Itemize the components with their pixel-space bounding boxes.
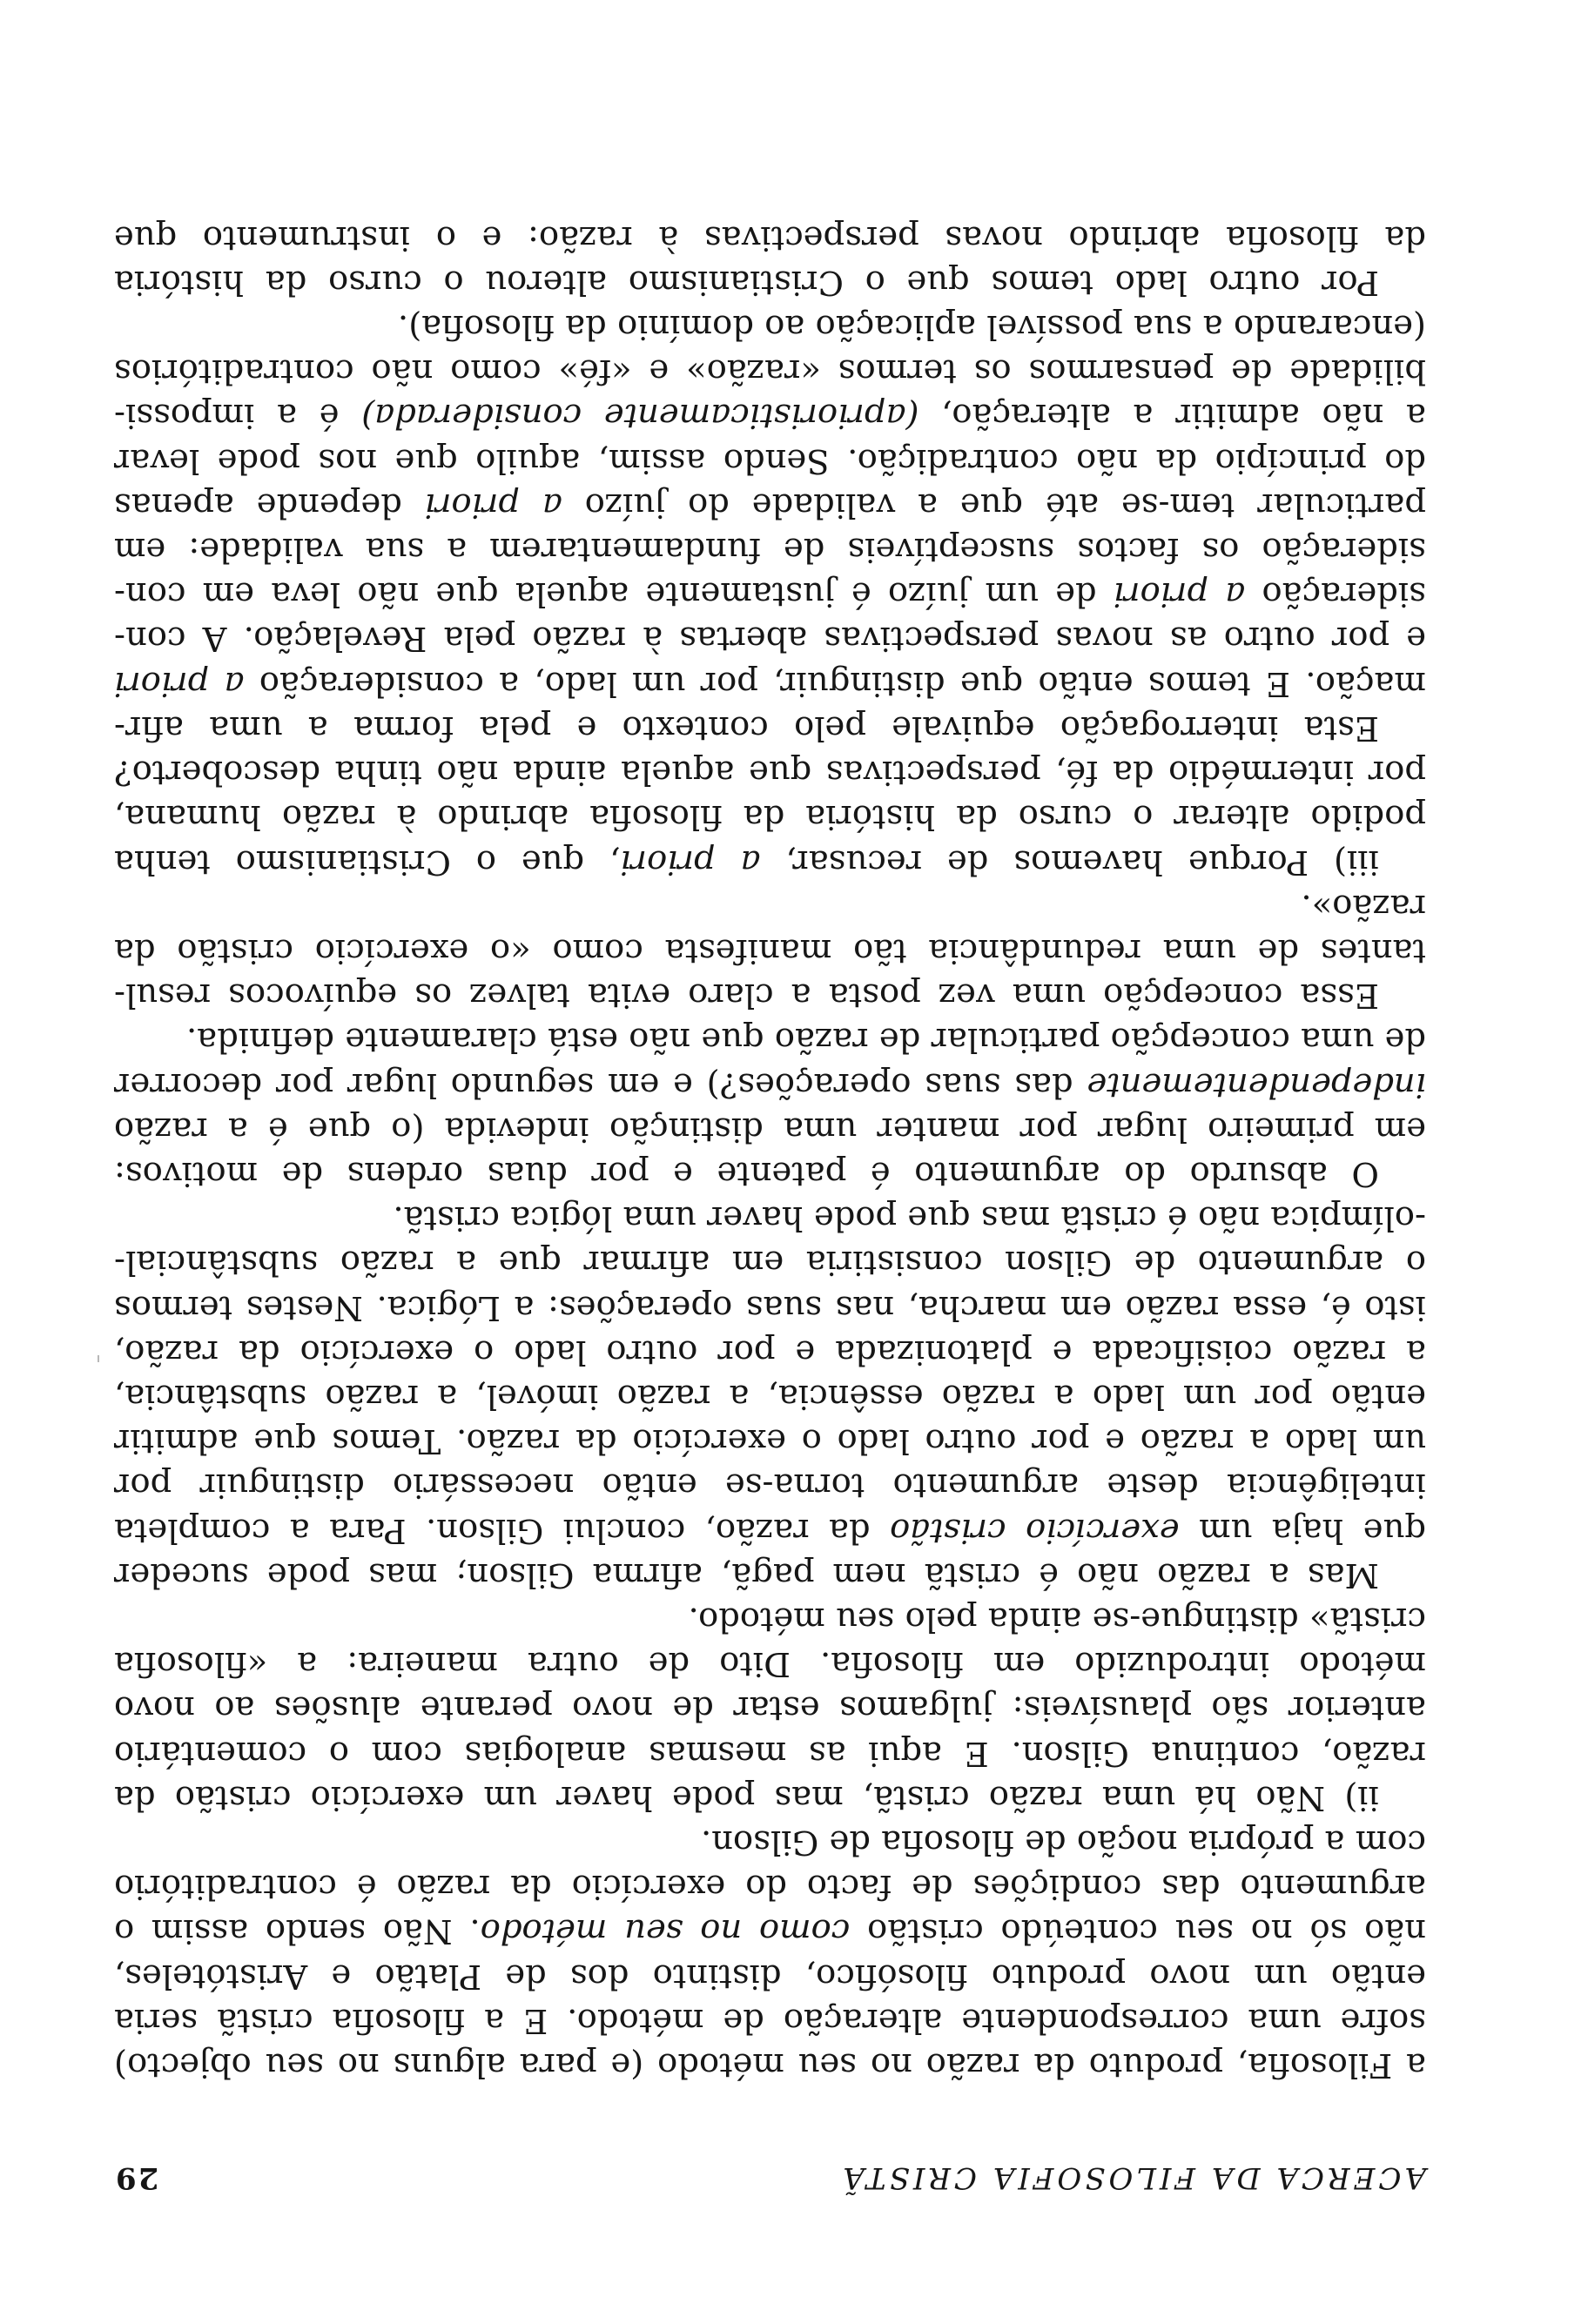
- text-segment: podido alterar o curso da história da filosofia abrindo à razão humana,: [114, 797, 1426, 837]
- text-segment: . Temos que admitir: [114, 1421, 468, 1461]
- text-line: [114, 1107, 1426, 1152]
- text-segment: razão».: [1301, 886, 1426, 926]
- text-segment: é a impossi-: [113, 396, 362, 436]
- text-segment: sideração: [1245, 574, 1426, 615]
- text-segment: em primeiro lugar por manter uma distinção indevida (o que é a razão: [114, 1109, 1426, 1149]
- text-line: [114, 1463, 1426, 1508]
- text-line: [114, 1642, 1426, 1686]
- text-segment: ii) Não há uma razão cristã, mas pode haver um exercício cristão da: [114, 1777, 1379, 1817]
- text-line: [114, 1285, 1426, 1329]
- text-segment: de um juízo é justamente aquela que não leva em con-: [114, 574, 1114, 615]
- stray-mark: [98, 1355, 99, 1362]
- text-line: [114, 260, 1426, 305]
- text-segment: Por outro lado temos que o Cristianismo alterou o curso da história: [114, 262, 1379, 302]
- italic-segment: (aprioristicamente considerada): [361, 396, 919, 436]
- text-line: [114, 1508, 1426, 1552]
- text-segment: o exercício da razão: [467, 1421, 822, 1461]
- text-line: [114, 1553, 1426, 1597]
- text-line: [114, 1240, 1426, 1285]
- text-segment: Essa concepção uma vez posta a claro evita talvez os equívocos resul-: [114, 976, 1379, 1016]
- italic-segment: exercício cristão: [890, 1510, 1180, 1550]
- text-line: [114, 215, 1426, 259]
- text-segment: método introduzido em filosofia. Dito de outra maneira: a «filosofia: [114, 1644, 1426, 1684]
- text-line: [114, 1374, 1426, 1419]
- text-segment: . Não sendo assim o: [114, 1911, 481, 1951]
- italic-segment: como no seu método: [480, 1911, 851, 1951]
- text-line: [114, 1730, 1426, 1775]
- text-segment: anterior são plausíveis: julgamos estar de novo perante alusões ao novo: [114, 1689, 1426, 1729]
- text-segment: a não admitir a alteração,: [918, 396, 1426, 436]
- text-segment: por intermédio da fé, perspectivas que aquela ainda não tinha descoberto?: [114, 753, 1426, 793]
- text-line: [114, 1330, 1426, 1374]
- italic-segment: a priori: [1113, 574, 1246, 615]
- text-line: [114, 1864, 1426, 1909]
- text-segment: sideração os factos susceptíveis de fundamentarem a sua validade: em: [114, 530, 1426, 570]
- text-segment: do princípio da não contradição. Sendo assim, aquilo que nos pode levar: [114, 440, 1426, 480]
- italic-segment: a priori: [424, 485, 562, 525]
- text-line: [114, 1062, 1426, 1106]
- text-line: [114, 2043, 1426, 2087]
- italic-segment: a priori: [620, 842, 761, 882]
- text-line: [114, 929, 1426, 973]
- text-line: [114, 1419, 1426, 1463]
- text-segment: das suas operações?) e em segundo lugar por decorrer: [114, 1065, 1087, 1105]
- text-segment: e por outro lado: [821, 1421, 1141, 1461]
- text-segment: Esta interrogação equivale pelo contexto e pela forma a uma afir-: [114, 708, 1379, 748]
- text-segment: -olímpica não é cristã mas que pode haver uma lógica cristã.: [393, 1199, 1426, 1239]
- text-segment: não só no seu conteúdo cristão: [850, 1911, 1426, 1951]
- text-line: [114, 572, 1426, 616]
- text-segment: que haja um: [1179, 1510, 1426, 1550]
- text-line: [114, 1686, 1426, 1730]
- italic-segment: independentemente: [1087, 1065, 1426, 1105]
- text-line: [114, 1597, 1426, 1642]
- page-number: 29: [114, 2160, 159, 2195]
- text-segment: cristã» distingue-se ainda pelo seu método.: [688, 1599, 1426, 1639]
- text-line: [114, 438, 1426, 482]
- text-line: [114, 839, 1426, 883]
- text-line: [114, 884, 1426, 929]
- text-segment: a razão coisificada e platonizada e por outro lado o exercício da razão,: [114, 1332, 1426, 1372]
- text-segment: Mas a razão não é cristã nem pagã, afirma Gilson; mas pode suceder: [114, 1555, 1379, 1595]
- text-segment: isto é, essa razão em marcha, nas suas operações: a Lógica. Nestes termos: [114, 1287, 1426, 1327]
- italic-segment: a priori: [113, 663, 245, 703]
- text-line: [114, 1820, 1426, 1864]
- text-segment: razão, continua Gilson. E aqui as mesmas analogias com o comentário: [114, 1733, 1426, 1773]
- text-segment: da razão, conclui Gilson. Para a completa: [114, 1510, 891, 1550]
- text-line: [114, 1998, 1426, 2043]
- text-segment: iii) Porque havemos de recusar,: [760, 842, 1379, 882]
- text-line: [114, 662, 1426, 706]
- text-segment: então um novo produto filosófico, distinto dos de Platão e Aristóteles,: [114, 1956, 1426, 1996]
- text-segment: então por um lado a razão essência, a razão imóvel, a razão substância,: [114, 1376, 1426, 1416]
- text-segment: com a própria noção de filosofia de Gilson.: [700, 1822, 1426, 1862]
- text-line: [114, 1776, 1426, 1820]
- text-line: [114, 1152, 1426, 1196]
- text-line: [114, 616, 1426, 661]
- text-segment: a razão: [1140, 1421, 1270, 1461]
- text-segment: de uma concepção particular de razão que não está claramente definida.: [185, 1020, 1426, 1060]
- text-line: [114, 527, 1426, 572]
- text-segment: mação. E temos então que distinguir, por um lado, a consideração: [244, 663, 1426, 703]
- body-text: [114, 215, 1426, 2087]
- text-segment: inteligência deste argumento torna-se então necessário distinguir por: [114, 1466, 1426, 1506]
- page-header: [114, 2143, 1426, 2195]
- text-segment: O absurdo do argumento é patente e por duas ordens de motivos:: [114, 1153, 1379, 1193]
- text-segment: particular tem-se até que a validade do juízo: [562, 485, 1426, 525]
- text-segment: , que o Cristianismo tenha: [113, 842, 621, 882]
- running-title: ACERCA DA FILOSOFIA CRISTÃ: [839, 2160, 1426, 2195]
- text-line: [114, 1909, 1426, 1953]
- text-segment: bilidade de pensarmos os termos «razão» e «fé» como não contraditórios: [114, 352, 1426, 392]
- text-segment: um lado: [1269, 1421, 1426, 1461]
- text-line: [114, 305, 1426, 349]
- text-segment: tantes de uma redundância tão manifesta como «o exercício cristão da: [114, 930, 1426, 971]
- text-line: [114, 795, 1426, 839]
- text-segment: a Filosofia, produto da razão no seu método (e para alguns no seu objecto): [114, 2045, 1426, 2085]
- text-segment: sofre uma correspondente alteração de método. E a filosofia cristã seria: [114, 2000, 1426, 2040]
- text-segment: argumento das condições de facto do exercício da razão é contraditório: [114, 1867, 1426, 1907]
- text-segment: o argumento de Gilson consistiria em afirmar que a razão substâncial-: [114, 1243, 1426, 1283]
- text-line: [114, 1196, 1426, 1240]
- text-line: [114, 393, 1426, 438]
- text-segment: da filosofia abrindo novas perspectivas à razão: e o instrumento que: [114, 218, 1426, 258]
- text-line: [114, 750, 1426, 795]
- text-line: [114, 706, 1426, 750]
- text-segment: depende apenas: [114, 485, 425, 525]
- text-line: [114, 483, 1426, 527]
- text-segment: e por outro as novas perspectivas abertas à razão pela Revelação. A con-: [114, 619, 1426, 659]
- text-segment: (encarando a sua possível aplicação ao domínio da filosofia).: [397, 307, 1426, 347]
- text-line: [114, 1953, 1426, 1998]
- text-line: [114, 349, 1426, 393]
- text-line: [114, 973, 1426, 1018]
- text-line: [114, 1018, 1426, 1062]
